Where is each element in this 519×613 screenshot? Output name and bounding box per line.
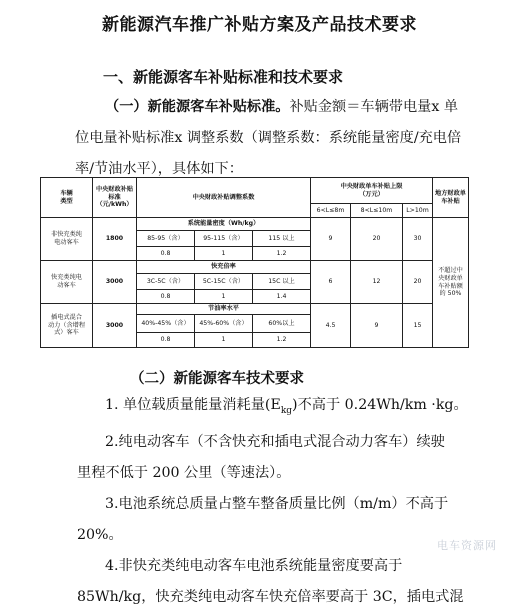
row3-cap-2: 9 (351, 304, 403, 348)
req-line-1: 1. 单位载质量能量消耗量$(E_{kg})$不高于 0.24Wh/km ·kg。 (105, 397, 468, 416)
intro-lead: （一）新能源客车补贴标准。 (105, 99, 290, 115)
req-line-2: 2.纯电动客车（不含快充和插电式混合动力客车）续驶 (105, 433, 445, 450)
row3-factor-label: 节油率水平 (137, 304, 311, 315)
th-local: 地方财政单车补贴 (433, 178, 469, 218)
req-line-7: 85Wh/kg，快充类纯电动客车快充倍率要高于 3C，插电式混 (77, 588, 464, 605)
row2-coef-2: 1 (195, 290, 253, 304)
row2-range-1: 3C-5C（含） (137, 274, 195, 290)
section2-heading: （二）新能源客车技术要求 (130, 371, 304, 387)
watermark: 电车资源网 (437, 539, 497, 552)
row1-factor-label: 系统能量密度（Wh/kg） (137, 218, 311, 231)
row3-coef-3: 1.2 (253, 333, 311, 348)
row3-range-2: 45%-60%（含） (195, 315, 253, 333)
row1-cap-1: 9 (311, 218, 351, 261)
th-cap: 中央财政单车补贴上限 （万元） (311, 178, 433, 204)
local-note: 不超过中 央财政单 车补贴额 的 50% (433, 218, 469, 348)
row2-standard: 3000 (93, 261, 137, 304)
intro-line-2: 位电量补贴标准x 调整系数（调整系数：系统能量密度/充电倍 (75, 130, 462, 146)
row3-range-1: 40%-45%（含） (137, 315, 195, 333)
row3-type: 插电式混合 动力（含增程 式）客车 (41, 304, 93, 348)
row2-cap-1: 6 (311, 261, 351, 304)
row1-cap-3: 30 (403, 218, 433, 261)
th-len-1: 6<L≤8m (311, 204, 351, 218)
th-unit-subsidy: 中央财政补贴标准 （元/kWh） (93, 178, 137, 218)
row1-coef-1: 0.8 (137, 247, 195, 261)
intro-line-1: 补贴金额＝车辆带电量x 单 (289, 99, 459, 115)
th-vehicle-type: 车辆 类型 (41, 178, 93, 218)
row1-coef-2: 1 (195, 247, 253, 261)
row3-cap-3: 15 (403, 304, 433, 348)
req-line-3: 里程不低于 200 公里（等速法）。 (77, 464, 291, 481)
row1-standard: 1800 (93, 218, 137, 261)
intro-line-3: 率/节油水平），具体如下： (75, 161, 243, 177)
row3-range-3: 60%以上 (253, 315, 311, 333)
row3-cap-1: 4.5 (311, 304, 351, 348)
row3-standard: 3000 (93, 304, 137, 348)
row1-range-3: 115 以上 (253, 231, 311, 247)
row2-coef-1: 0.8 (137, 290, 195, 304)
row2-range-2: 5C-15C（含） (195, 274, 253, 290)
row2-factor-label: 快充倍率 (137, 261, 311, 274)
section1-intro (75, 92, 505, 185)
row2-cap-2: 12 (351, 261, 403, 304)
row2-coef-3: 1.4 (253, 290, 311, 304)
row2-cap-3: 20 (403, 261, 433, 304)
th-len-2: 8<L≤10m (351, 204, 403, 218)
row1-type: 非快充类纯 电动客车 (41, 218, 93, 261)
row1-cap-2: 20 (351, 218, 403, 261)
req-line-6: 4.非快充类纯电动客车电池系统能量密度要高于 (105, 557, 403, 574)
row1-coef-3: 1.2 (253, 247, 311, 261)
row2-range-3: 15C 以上 (253, 274, 311, 290)
subsidy-table (40, 177, 469, 348)
row1-range-2: 95-115（含） (195, 231, 253, 247)
req-line-4: 3.电池系统总质量占整车整备质量比例（m/m）不高于 (105, 495, 449, 512)
th-adjust-factor: 中央财政补贴调整系数 (137, 178, 311, 218)
row3-coef-2: 1 (195, 333, 253, 348)
row3-coef-1: 0.8 (137, 333, 195, 348)
th-len-3: L>10m (403, 204, 433, 218)
row2-type: 快充类纯电 动客车 (41, 261, 93, 304)
page-title: 新能源汽车推广补贴方案及产品技术要求 (102, 15, 417, 35)
section1-heading: 一、新能源客车补贴标准和技术要求 (103, 68, 344, 86)
req-line-5: 20%。 (77, 526, 123, 543)
row1-range-1: 85-95（含） (137, 231, 195, 247)
section2-body (77, 390, 507, 613)
